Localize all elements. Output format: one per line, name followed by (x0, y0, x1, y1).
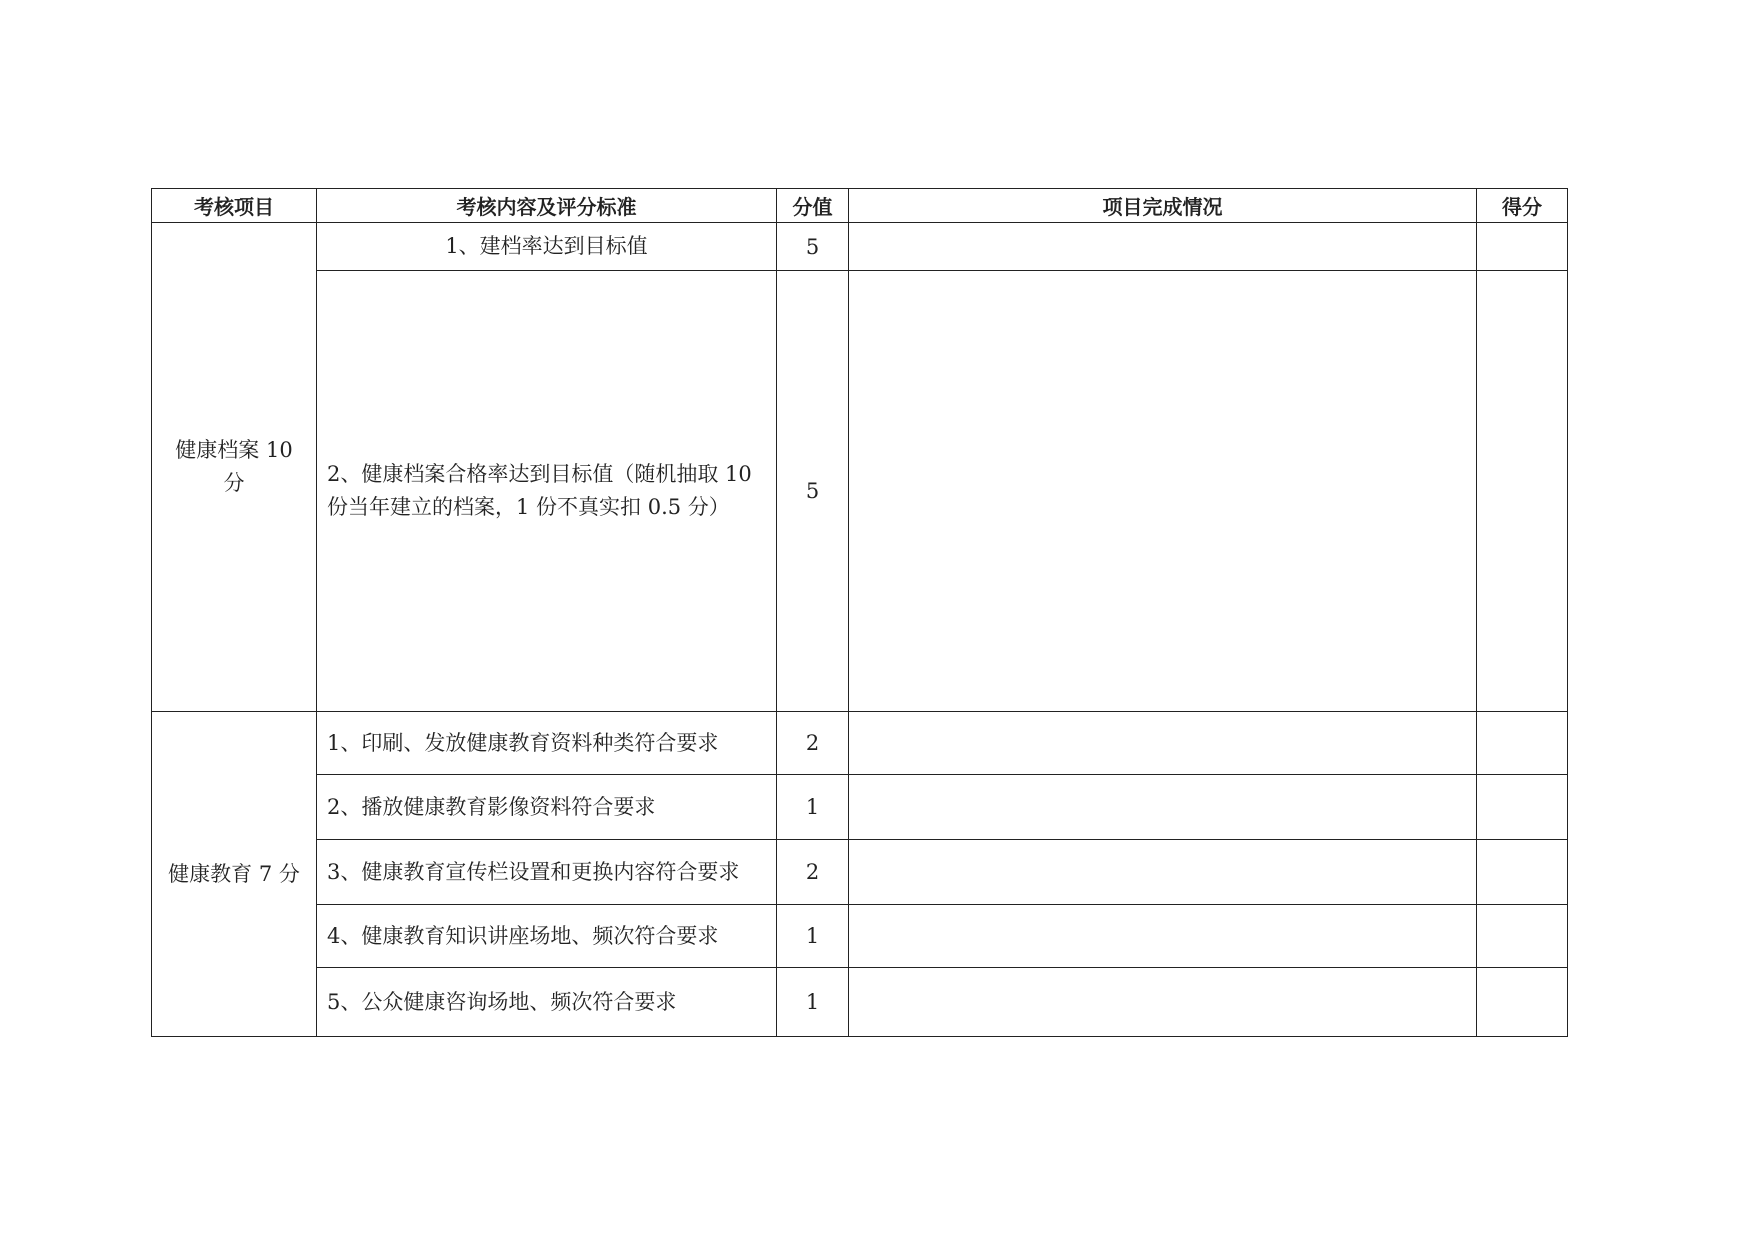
criteria-cell: 1、印刷、发放健康教育资料种类符合要求 (317, 712, 777, 775)
score-cell[interactable] (1477, 968, 1568, 1037)
table-row (152, 271, 1568, 712)
criteria-cell: 3、健康教育宣传栏设置和更换内容符合要求 (317, 840, 777, 905)
criteria-cell: 2、播放健康教育影像资料符合要求 (317, 775, 777, 840)
completion-cell[interactable] (849, 712, 1477, 775)
score-cell[interactable] (1477, 223, 1568, 271)
completion-cell[interactable] (849, 775, 1477, 840)
table-row (152, 712, 1568, 775)
assessment-table (151, 188, 1568, 1037)
points-cell: 1 (777, 905, 849, 968)
points-cell: 5 (777, 271, 849, 712)
header-item: 考核项目 (152, 189, 317, 223)
table-row (152, 905, 1568, 968)
criteria-cell: 5、公众健康咨询场地、频次符合要求 (317, 968, 777, 1037)
table-row (152, 968, 1568, 1037)
completion-cell[interactable] (849, 968, 1477, 1037)
criteria-cell: 2、健康档案合格率达到目标值（随机抽取 10 份当年建立的档案，1 份不真实扣 0.5 分） (317, 271, 777, 712)
table-row (152, 840, 1568, 905)
item-health-education: 健康教育 7 分 (152, 712, 317, 1037)
header-row (152, 189, 1568, 223)
completion-cell[interactable] (849, 271, 1477, 712)
completion-cell[interactable] (849, 223, 1477, 271)
header-criteria: 考核内容及评分标准 (317, 189, 777, 223)
score-cell[interactable] (1477, 271, 1568, 712)
score-cell[interactable] (1477, 775, 1568, 840)
points-cell: 2 (777, 712, 849, 775)
header-score: 得分 (1477, 189, 1568, 223)
criteria-cell: 1、建档率达到目标值 (317, 223, 777, 271)
criteria-cell: 4、健康教育知识讲座场地、频次符合要求 (317, 905, 777, 968)
score-cell[interactable] (1477, 905, 1568, 968)
header-points: 分值 (777, 189, 849, 223)
score-cell[interactable] (1477, 840, 1568, 905)
completion-cell[interactable] (849, 840, 1477, 905)
points-cell: 2 (777, 840, 849, 905)
completion-cell[interactable] (849, 905, 1477, 968)
points-cell: 1 (777, 968, 849, 1037)
item-health-records: 健康档案 10 分 (152, 223, 317, 712)
points-cell: 1 (777, 775, 849, 840)
header-completion: 项目完成情况 (849, 189, 1477, 223)
table-row (152, 223, 1568, 271)
score-cell[interactable] (1477, 712, 1568, 775)
points-cell: 5 (777, 223, 849, 271)
table-row (152, 775, 1568, 840)
assessment-sheet (151, 188, 1568, 1037)
